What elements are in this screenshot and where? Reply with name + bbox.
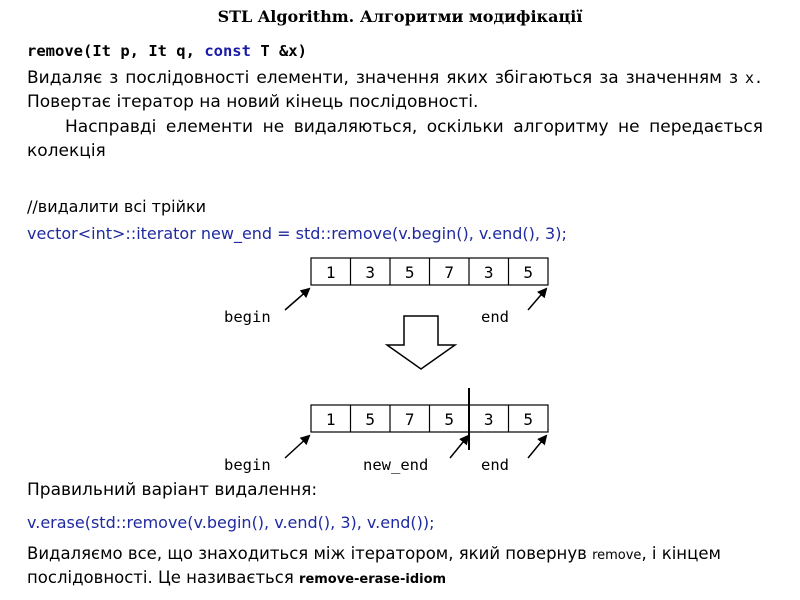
after-end-label: end	[481, 456, 509, 474]
before-cell-5: 5	[523, 263, 534, 282]
erase-code: v.erase(std::remove(v.begin(), v.end(), 3), v.end());	[27, 513, 435, 532]
begin-arrow-icon	[285, 289, 309, 310]
after-cell-3: 5	[444, 410, 455, 429]
signature-keyword: const	[204, 42, 251, 60]
signature-part1: remove(It p, It q,	[27, 42, 205, 60]
down-arrow-icon	[387, 316, 455, 369]
before-end-label: end	[481, 308, 509, 326]
after-cell-2: 7	[404, 410, 415, 429]
array-after	[311, 388, 548, 450]
new-end-arrow-icon	[450, 436, 468, 458]
final-remove: remove	[592, 548, 642, 563]
before-cell-1: 3	[365, 263, 376, 282]
description-code-x: x.	[744, 69, 763, 87]
final-part1: Видаляємо все, що знаходиться між ітератором, який повернув	[27, 544, 593, 563]
after-cell-5: 5	[523, 410, 534, 429]
description-text: Видаляє з послідовності елементи, значення яких збігаються за значенням з	[27, 68, 745, 88]
after-cell-4: 3	[483, 410, 494, 429]
after-end-arrow-icon	[528, 436, 546, 458]
final-part2: , і кінцем послідовності. Це називається	[27, 544, 721, 587]
after-begin-arrow-icon	[285, 436, 309, 458]
before-cell-4: 3	[483, 263, 494, 282]
note-paragraph: Насправді елементи не видаляються, оскільки алгоритму не передається колекція	[27, 117, 763, 161]
slide-title: STL Algorithm. Алгоритми модифікації	[217, 7, 583, 26]
description-text2: Повертає ітератор на новий кінець послідовності.	[27, 92, 479, 112]
after-begin-label: begin	[224, 456, 271, 474]
after-new-end-label: new_end	[363, 456, 429, 474]
before-cell-3: 7	[444, 263, 455, 282]
signature-part2: T &x)	[250, 42, 307, 60]
final-idiom: remove-erase-idiom	[299, 572, 447, 587]
before-cell-2: 5	[404, 263, 415, 282]
code-example: vector<int>::iterator new_end = std::remove(v.begin(), v.end(), 3);	[27, 224, 567, 243]
code-comment: //видалити всі трійки	[27, 197, 207, 216]
after-cell-1: 5	[365, 410, 376, 429]
end-arrow-icon	[528, 289, 546, 310]
final-paragraph	[27, 543, 767, 591]
array-before	[311, 258, 548, 285]
before-begin-label: begin	[224, 308, 271, 326]
correct-variant-label: Правильний варіант видалення:	[27, 480, 318, 500]
before-cell-0: 1	[325, 263, 336, 282]
after-cell-0: 1	[325, 410, 336, 429]
